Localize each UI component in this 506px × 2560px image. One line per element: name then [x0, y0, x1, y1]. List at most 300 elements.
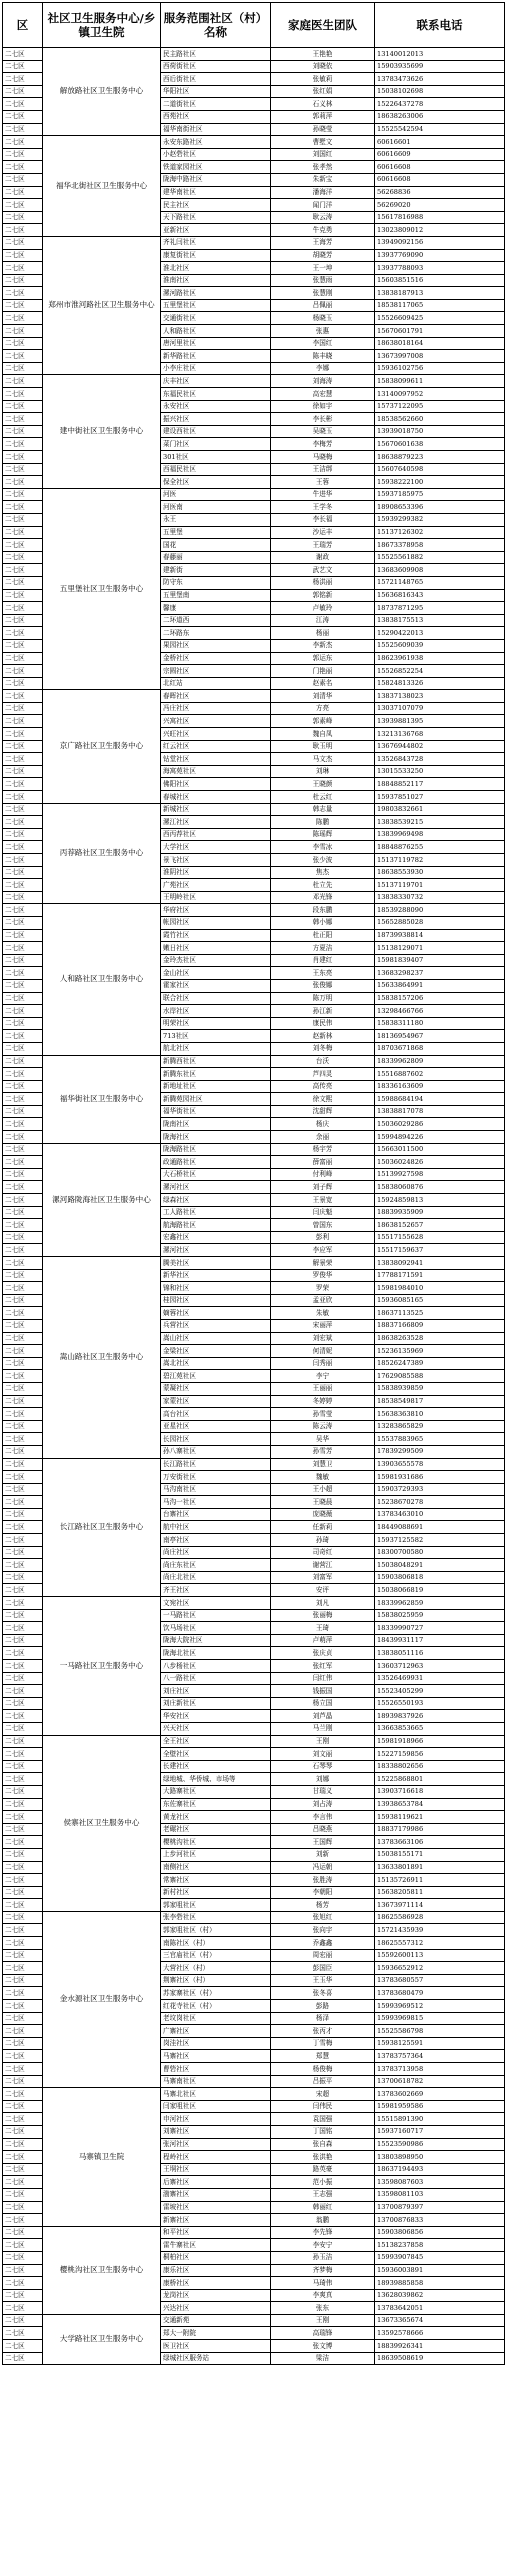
district-cell: 二七区 [3, 60, 43, 73]
doctor-team-cell: 韩丽红 [271, 2201, 375, 2214]
phone-cell: 15737122095 [375, 400, 505, 413]
doctor-team-cell: 王刚 [271, 1735, 375, 1748]
doctor-team-cell: 孙雪芳 [271, 1445, 375, 1458]
community-cell: 春藤丽 [161, 551, 271, 564]
community-cell: 全壁社区 [161, 1748, 271, 1761]
phone-cell: 18703671868 [375, 1042, 505, 1055]
community-cell: 陇海社区 [161, 1131, 271, 1144]
community-cell: 漯河社区 [161, 1181, 271, 1194]
district-cell: 二七区 [3, 199, 43, 212]
community-cell: 腾美社区 [161, 1257, 271, 1270]
phone-cell: 15526852254 [375, 665, 505, 678]
doctor-team-cell: 王东亮 [271, 967, 375, 980]
phone-cell: 18637194493 [375, 2163, 505, 2176]
community-cell: 陇南社区 [161, 1118, 271, 1131]
community-cell: 永安东路社区 [161, 136, 271, 149]
phone-cell: 15981918966 [375, 1735, 505, 1748]
phone-cell: 15938125591 [375, 2037, 505, 2050]
center-cell: 解放路社区卫生服务中心 [43, 48, 161, 136]
district-cell: 二七区 [3, 1332, 43, 1345]
community-cell: 301社区 [161, 451, 271, 464]
district-cell: 二七区 [3, 73, 43, 86]
doctor-team-cell: 孟亚欣 [271, 1294, 375, 1307]
phone-cell: 18439931117 [375, 1634, 505, 1647]
phone-cell: 15633864991 [375, 979, 505, 992]
district-cell: 二七区 [3, 526, 43, 539]
header-center: 社区卫生服务中心/乡镇卫生院 [43, 3, 161, 48]
phone-cell: 18638553930 [375, 866, 505, 879]
doctor-team-cell: 谢营江 [271, 1559, 375, 1572]
doctor-team-cell: 冬婷婷 [271, 1395, 375, 1408]
community-cell: 马沟南社区 [161, 1483, 271, 1496]
phone-cell: 18339962859 [375, 1597, 505, 1610]
community-cell: 五里堡 [161, 526, 271, 539]
district-cell: 二七区 [3, 1307, 43, 1320]
community-cell: 政通路社区 [161, 1156, 271, 1169]
community-cell: 马寨北社区 [161, 2088, 271, 2101]
doctor-team-cell: 方亮 [271, 702, 375, 715]
doctor-team-cell: 马琦伟 [271, 2277, 375, 2290]
district-cell: 二七区 [3, 312, 43, 325]
phone-cell: 17629085588 [375, 1370, 505, 1383]
phone-cell: 15652885028 [375, 916, 505, 929]
doctor-team-cell: 解景荣 [271, 1257, 375, 1270]
community-cell: 王垌社区 [161, 2163, 271, 2176]
district-cell: 二七区 [3, 425, 43, 438]
phone-cell: 15537883965 [375, 1433, 505, 1446]
community-cell: 淮南社区 [161, 274, 271, 287]
district-cell: 二七区 [3, 236, 43, 249]
doctor-team-cell: 何清妮 [271, 1345, 375, 1358]
doctor-team-cell: 孙玉洁 [271, 2251, 375, 2264]
community-cell: 金桥社区 [161, 652, 271, 665]
district-cell: 二七区 [3, 400, 43, 413]
community-cell: 渤寨社区 [161, 2188, 271, 2201]
table-row [3, 1143, 505, 1156]
district-cell: 二七区 [3, 1017, 43, 1030]
doctor-team-cell: 杜云红 [271, 791, 375, 804]
phone-cell: 15525609039 [375, 639, 505, 652]
doctor-team-cell: 张红军 [271, 1660, 375, 1673]
district-cell: 二七区 [3, 2037, 43, 2050]
community-cell: 馨康 [161, 602, 271, 615]
phone-cell: 13213136768 [375, 728, 505, 741]
phone-cell: 13949092156 [375, 236, 505, 249]
district-cell: 二七区 [3, 2151, 43, 2164]
doctor-team-cell: 杨丽 [271, 627, 375, 640]
table-row [3, 488, 505, 501]
doctor-team-cell: 刘娜 [271, 1773, 375, 1786]
community-cell: 长园社区 [161, 1433, 271, 1446]
phone-cell: 13298466766 [375, 1005, 505, 1018]
doctor-team-cell: 张丙才 [271, 2025, 375, 2038]
phone-cell: 15903729393 [375, 1483, 505, 1496]
district-cell: 二七区 [3, 1156, 43, 1169]
district-cell: 二七区 [3, 1937, 43, 1950]
doctor-team-cell: 吕晓燕 [271, 1823, 375, 1836]
community-cell: 台寨社区 [161, 1508, 271, 1521]
phone-cell: 15517155628 [375, 1231, 505, 1244]
community-cell: 碧江苑社区 [161, 1370, 271, 1383]
community-cell: 齐礼闫社区 [161, 236, 271, 249]
community-cell: 保全社区 [161, 476, 271, 489]
phone-cell: 15663011500 [375, 1143, 505, 1156]
phone-cell: 18638263528 [375, 1332, 505, 1345]
phone-cell: 15838157206 [375, 992, 505, 1005]
district-cell: 二七区 [3, 274, 43, 287]
district-cell: 二七区 [3, 2176, 43, 2189]
district-cell: 二七区 [3, 589, 43, 602]
district-cell: 二七区 [3, 916, 43, 929]
center-cell: 京广路社区卫生服务中心 [43, 690, 161, 803]
phone-cell: 15617816988 [375, 211, 505, 224]
district-cell: 二七区 [3, 48, 43, 61]
district-cell: 二七区 [3, 2025, 43, 2038]
district-cell: 二七区 [3, 2063, 43, 2076]
doctor-team-cell: 闫庆魁 [271, 1206, 375, 1219]
district-cell: 二七区 [3, 325, 43, 338]
community-cell: 新城社区 [161, 803, 271, 816]
doctor-team-cell: 翁鹏 [271, 2214, 375, 2227]
district-cell: 二七区 [3, 2100, 43, 2113]
doctor-team-cell: 王学冬 [271, 501, 375, 514]
doctor-team-cell: 刘富军 [271, 1571, 375, 1584]
phone-cell: 15993907845 [375, 2251, 505, 2264]
center-cell: 樱桃沟社区卫生服务中心 [43, 2226, 161, 2314]
phone-cell: 15981984010 [375, 1282, 505, 1295]
phone-cell: 60616608 [375, 161, 505, 174]
community-cell: 福华南街社区 [161, 123, 271, 136]
district-cell: 二七区 [3, 1244, 43, 1257]
phone-cell: 13838330732 [375, 891, 505, 904]
community-cell: 桐柏社区 [161, 2251, 271, 2264]
phone-cell: 15137126302 [375, 526, 505, 539]
district-cell: 二七区 [3, 1068, 43, 1081]
phone-cell: 15592600113 [375, 1949, 505, 1962]
phone-cell: 15226437278 [375, 98, 505, 111]
community-cell: 霍家社区 [161, 979, 271, 992]
doctor-team-cell: 张冬喜 [271, 1987, 375, 2000]
district-cell: 二七区 [3, 136, 43, 149]
community-cell: 万安街社区 [161, 1471, 271, 1484]
doctor-team-cell: 刘慧卫 [271, 1458, 375, 1471]
district-cell: 二七区 [3, 702, 43, 715]
doctor-team-cell: 杜立先 [271, 879, 375, 892]
district-cell: 二七区 [3, 451, 43, 464]
district-cell: 二七区 [3, 539, 43, 552]
phone-cell: 15981839407 [375, 954, 505, 967]
district-cell: 二七区 [3, 1962, 43, 1975]
district-cell: 二七区 [3, 1609, 43, 1622]
doctor-team-cell: 宋丽萍 [271, 1319, 375, 1332]
district-cell: 二七区 [3, 1672, 43, 1685]
community-cell: 马寨社区 [161, 2050, 271, 2063]
doctor-team-cell: 范小振 [271, 2176, 375, 2189]
phone-cell: 15290422013 [375, 627, 505, 640]
community-cell: 亚新社区 [161, 224, 271, 237]
table-row [3, 904, 505, 917]
phone-cell: 18539288090 [375, 904, 505, 917]
doctor-team-cell: 李国红 [271, 337, 375, 350]
doctor-team-cell: 吴华 [271, 1433, 375, 1446]
doctor-team-cell: 杜正阳 [271, 929, 375, 942]
community-cell: 北红站 [161, 677, 271, 690]
community-cell: 佛阳社区 [161, 778, 271, 791]
district-cell: 二七区 [3, 2302, 43, 2315]
district-cell: 二七区 [3, 2138, 43, 2151]
phone-cell: 13838175513 [375, 614, 505, 627]
phone-cell: 15638205811 [375, 1886, 505, 1899]
phone-cell: 15515891390 [375, 2113, 505, 2126]
community-cell: 海寓苑社区 [161, 765, 271, 778]
doctor-team-cell: 石义林 [271, 98, 375, 111]
community-cell: 西苑社区 [161, 110, 271, 123]
community-cell: 金山社区 [161, 967, 271, 980]
phone-cell: 18300700580 [375, 1546, 505, 1559]
district-cell: 二七区 [3, 690, 43, 703]
doctor-team-cell: 陈万明 [271, 992, 375, 1005]
community-cell: 龙岗社区 [161, 2289, 271, 2302]
phone-cell: 15526550193 [375, 1697, 505, 1710]
community-cell: 尚庄社区 [161, 1546, 271, 1559]
phone-cell: 13937788093 [375, 262, 505, 275]
community-cell: 家蒙社区 [161, 1395, 271, 1408]
doctor-team-cell: 薛富丽 [271, 1156, 375, 1169]
doctor-team-cell: 齐梦梅 [271, 2264, 375, 2277]
doctor-team-cell: 刘琳 [271, 765, 375, 778]
phone-cell: 15938222100 [375, 476, 505, 489]
district-cell: 二七区 [3, 728, 43, 741]
district-cell: 二七区 [3, 1168, 43, 1181]
community-cell: 五里堡南 [161, 589, 271, 602]
community-cell: 五里堡社区 [161, 299, 271, 312]
doctor-team-cell: 张少波 [271, 854, 375, 867]
phone-cell: 13598081103 [375, 2188, 505, 2201]
phone-cell: 15936652912 [375, 1962, 505, 1975]
district-cell: 二七区 [3, 1030, 43, 1043]
community-cell: 三官庙社区（村） [161, 1949, 271, 1962]
doctor-team-cell: 刘晓依 [271, 60, 375, 73]
district-cell: 二七区 [3, 1949, 43, 1962]
phone-cell: 13903655578 [375, 1458, 505, 1471]
district-cell: 二七区 [3, 954, 43, 967]
district-cell: 二七区 [3, 1584, 43, 1597]
doctor-team-cell: 魏敏 [271, 1471, 375, 1484]
community-cell: 福华街社区 [161, 1105, 271, 1118]
doctor-team-cell: 丁雪梅 [271, 2037, 375, 2050]
doctor-team-cell: 张旭红 [271, 1911, 375, 1924]
district-cell: 二七区 [3, 501, 43, 514]
district-cell: 二七区 [3, 1042, 43, 1055]
district-cell: 二七区 [3, 841, 43, 854]
phone-cell: 13783680557 [375, 1974, 505, 1987]
doctor-team-cell: 乔鑫鑫 [271, 1937, 375, 1950]
doctor-team-cell: 张东 [271, 2302, 375, 2315]
doctor-team-cell: 刘新 [271, 1848, 375, 1861]
community-cell: 航海路社区 [161, 1219, 271, 1232]
district-cell: 二七区 [3, 2012, 43, 2025]
phone-cell: 18338802656 [375, 1760, 505, 1773]
community-cell: 绿森社区 [161, 1194, 271, 1207]
community-cell: 华府社区 [161, 904, 271, 917]
community-cell: 饮马场社区 [161, 1622, 271, 1635]
doctor-team-cell: 刘芦晶 [271, 1710, 375, 1723]
doctor-team-cell: 高宏慧 [271, 388, 375, 401]
community-cell: 宏鑫社区 [161, 1231, 271, 1244]
community-cell: 红云社区 [161, 740, 271, 753]
district-cell: 二七区 [3, 1395, 43, 1408]
phone-cell: 17788171591 [375, 1269, 505, 1282]
district-cell: 二七区 [3, 1420, 43, 1433]
district-cell: 二七区 [3, 2163, 43, 2176]
doctor-team-cell: 刘文丽 [271, 1748, 375, 1761]
table-row [3, 48, 505, 61]
doctor-team-cell: 马兰刚 [271, 1722, 375, 1735]
doctor-team-cell: 方夏洁 [271, 942, 375, 955]
doctor-team-cell: 梁洁 [271, 2352, 375, 2365]
phone-cell: 13783602669 [375, 2088, 505, 2101]
doctor-team-cell: 余丽 [271, 1131, 375, 1144]
phone-cell: 15670601791 [375, 325, 505, 338]
table-row [3, 375, 505, 388]
district-cell: 二七区 [3, 879, 43, 892]
doctor-team-cell: 刘占涛 [271, 1798, 375, 1811]
district-cell: 二七区 [3, 1445, 43, 1458]
phone-cell: 18638018164 [375, 337, 505, 350]
doctor-team-cell: 周宏丽 [271, 1949, 375, 1962]
district-cell: 二七区 [3, 1798, 43, 1811]
phone-cell: 15607640598 [375, 463, 505, 476]
district-cell: 二七区 [3, 362, 43, 375]
phone-cell: 15994894226 [375, 1131, 505, 1144]
district-cell: 二七区 [3, 249, 43, 262]
community-cell: 上步河社区 [161, 1848, 271, 1861]
table-row [3, 1911, 505, 1924]
district-cell: 二七区 [3, 1105, 43, 1118]
phone-cell: 13803898950 [375, 2151, 505, 2164]
table-row [3, 1257, 505, 1270]
doctor-team-cell: 张慧刚 [271, 287, 375, 300]
doctor-team-cell: 路英豪 [271, 2163, 375, 2176]
district-cell: 二七区 [3, 1269, 43, 1282]
community-cell: 防守东 [161, 576, 271, 589]
community-cell: 老碾社区 [161, 1823, 271, 1836]
phone-cell: 13673365674 [375, 2314, 505, 2327]
community-cell: 马沟一社区 [161, 1496, 271, 1509]
district-cell: 二七区 [3, 627, 43, 640]
doctor-team-cell: 王志强 [271, 2188, 375, 2201]
contact-table-sheet [2, 2, 505, 2365]
doctor-team-cell: 郭运东 [271, 652, 375, 665]
phone-cell: 13783680479 [375, 1987, 505, 2000]
community-cell: 一马路社区 [161, 1609, 271, 1622]
doctor-team-cell: 安评 [271, 1584, 375, 1597]
community-cell: 康复街社区 [161, 249, 271, 262]
phone-cell: 18625557312 [375, 1937, 505, 1950]
district-cell: 二七区 [3, 1219, 43, 1232]
doctor-team-cell: 杨俊梅 [271, 2063, 375, 2076]
phone-cell: 13783473626 [375, 73, 505, 86]
header-row [3, 3, 505, 48]
phone-cell: 15988684194 [375, 1093, 505, 1106]
phone-cell: 13837138023 [375, 690, 505, 703]
community-cell: 新腾西社区 [161, 1055, 271, 1068]
community-cell: 兴寓社区 [161, 715, 271, 728]
doctor-team-cell: 沙运丰 [271, 526, 375, 539]
doctor-team-cell: 张自森 [271, 2138, 375, 2151]
community-cell: 民主社区 [161, 199, 271, 212]
doctor-team-cell: 赵素名 [271, 677, 375, 690]
center-cell: 漯河路陇海社区卫生服务中心 [43, 1143, 161, 1256]
district-cell: 二七区 [3, 1257, 43, 1270]
community-cell: 雷坡社区 [161, 2201, 271, 2214]
district-cell: 二七区 [3, 891, 43, 904]
doctor-team-cell: 张胜涛 [271, 1874, 375, 1887]
district-cell: 二七区 [3, 1496, 43, 1509]
center-cell: 郑州市淮河路社区卫生服务中心 [43, 236, 161, 375]
phone-cell: 18939837926 [375, 1710, 505, 1723]
community-cell: 建新街 [161, 564, 271, 577]
phone-cell: 13783642051 [375, 2302, 505, 2315]
phone-cell: 13673997008 [375, 350, 505, 363]
doctor-team-cell: 彭国臣 [271, 1962, 375, 1975]
center-cell: 福华街社区卫生服务中心 [43, 1055, 161, 1143]
phone-cell: 56269020 [375, 199, 505, 212]
phone-cell: 18673378958 [375, 539, 505, 552]
phone-cell: 15138237858 [375, 2239, 505, 2252]
phone-cell: 13037107079 [375, 702, 505, 715]
district-cell: 二七区 [3, 652, 43, 665]
district-cell: 二七区 [3, 1848, 43, 1861]
phone-cell: 18739938814 [375, 929, 505, 942]
phone-cell: 13023809012 [375, 224, 505, 237]
doctor-team-cell: 张洪艳 [271, 2151, 375, 2164]
district-cell: 二七区 [3, 614, 43, 627]
doctor-team-cell: 刘清华 [271, 690, 375, 703]
doctor-team-cell: 钱振国 [271, 1685, 375, 1698]
community-cell: 陇海大院社区 [161, 1634, 271, 1647]
district-cell: 二七区 [3, 816, 43, 829]
phone-cell: 13839969498 [375, 828, 505, 841]
community-cell: 张李砦社区 [161, 1911, 271, 1924]
phone-cell: 18837179986 [375, 1823, 505, 1836]
table-row [3, 236, 505, 249]
doctor-team-cell: 李长福 [271, 513, 375, 526]
phone-cell: 13838539215 [375, 816, 505, 829]
district-cell: 二七区 [3, 2251, 43, 2264]
community-cell: 嵩山社区 [161, 1332, 271, 1345]
district-cell: 二七区 [3, 350, 43, 363]
phone-cell: 13783663106 [375, 1836, 505, 1849]
community-cell: 永王 [161, 513, 271, 526]
phone-cell: 15138129071 [375, 942, 505, 955]
doctor-team-cell: 张慧雨 [271, 274, 375, 287]
table-row [3, 2088, 505, 2101]
community-cell: 王明岭社区 [161, 891, 271, 904]
phone-cell: 13783757364 [375, 2050, 505, 2063]
phone-cell: 15236135969 [375, 1345, 505, 1358]
phone-cell: 15903806818 [375, 1571, 505, 1584]
doctor-team-cell: 韩志量 [271, 803, 375, 816]
community-cell: 华安社区 [161, 1710, 271, 1723]
phone-cell: 13598087603 [375, 2176, 505, 2189]
doctor-team-cell: 王小超 [271, 1483, 375, 1496]
doctor-team-cell: 耿云涛 [271, 211, 375, 224]
district-cell: 二七区 [3, 1571, 43, 1584]
doctor-team-cell: 谢政 [271, 551, 375, 564]
table-row [3, 803, 505, 816]
community-cell: 东佐寨社区 [161, 1798, 271, 1811]
